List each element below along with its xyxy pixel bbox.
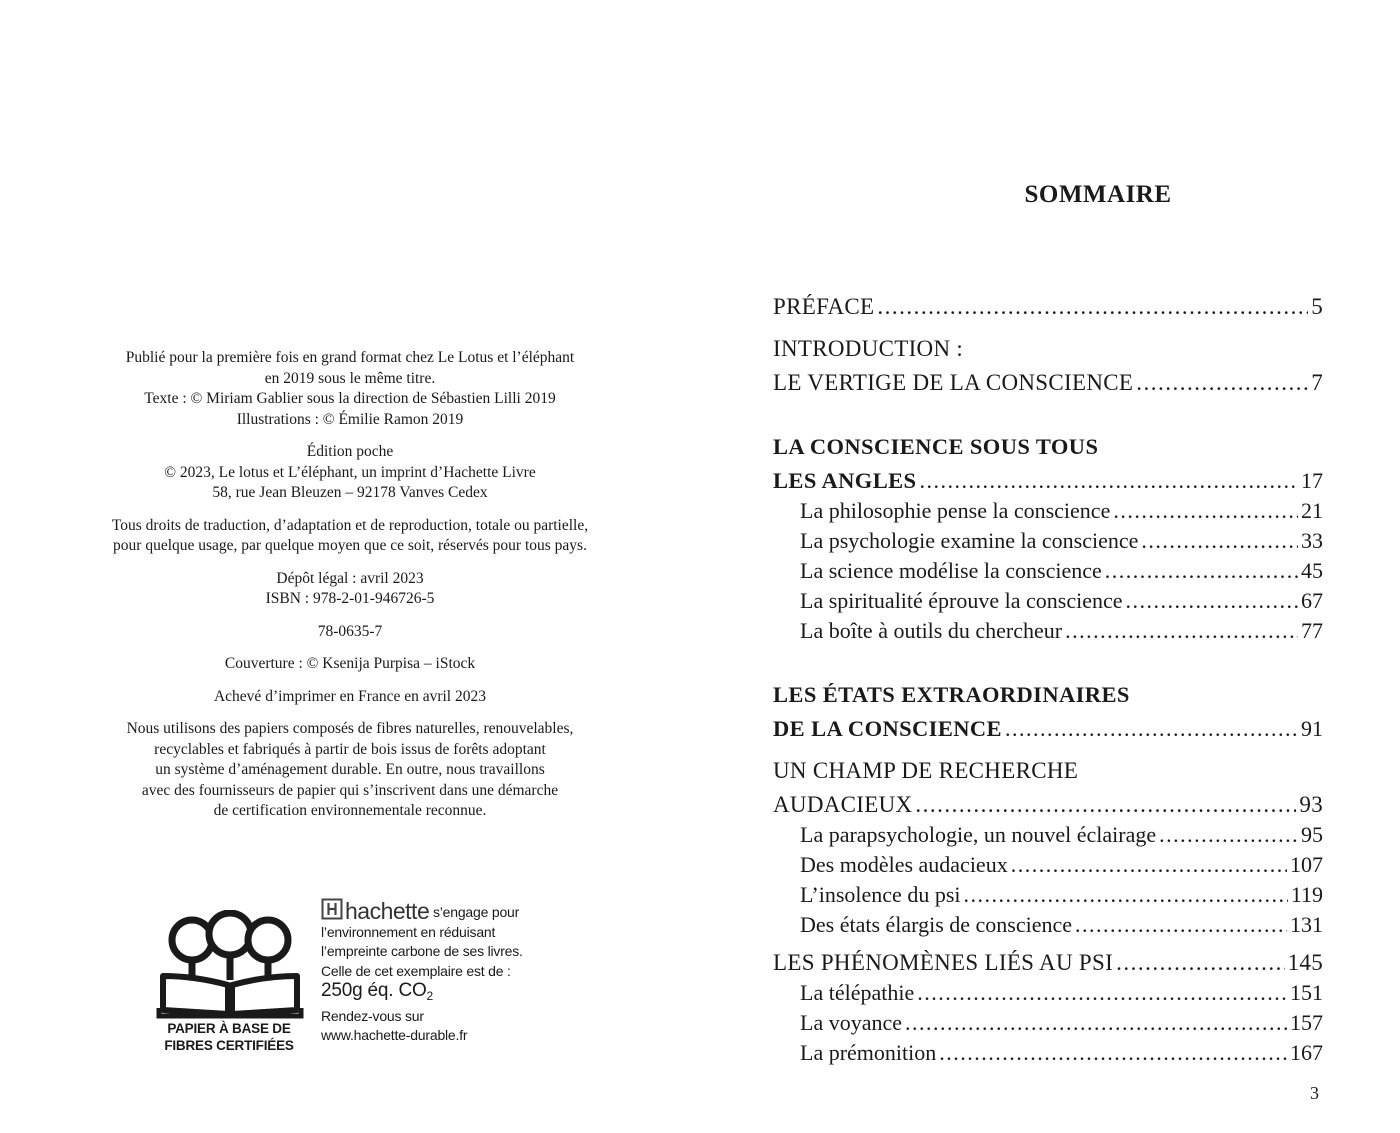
dot-leader <box>939 1038 1287 1068</box>
toc-entry-label: PRÉFACE <box>773 294 875 319</box>
toc-subentry <box>773 1008 1323 1038</box>
colophon-line: avec des fournisseurs de papier qui s’inscrivent dans une démarche <box>141 781 559 799</box>
dot-leader <box>1065 616 1298 646</box>
toc-entry-page: 145 <box>1287 950 1323 975</box>
toc-entry-page: 93 <box>1299 792 1323 817</box>
toc-entry <box>773 466 1323 496</box>
toc-entry-page: 91 <box>1301 716 1323 741</box>
eco-text-fragment: s’engage pour <box>432 904 520 920</box>
colophon-line: Texte : © Miriam Gablier sous la direction de Sébastien Lilli 2019 <box>144 390 556 407</box>
toc-heading-line: INTRODUCTION : <box>773 336 964 361</box>
toc-subentry <box>773 910 1323 940</box>
colophon-line: 78-0635-7 <box>317 622 383 640</box>
colophon-line: Nous utilisons des papiers composés de fibres naturelles, renouvelables, <box>126 720 574 737</box>
hachette-logo-icon <box>321 898 343 920</box>
toc-entry-page: 33 <box>1301 528 1323 553</box>
colophon-line: un système d’aménagement durable. En outre, nous travaillons <box>155 761 545 778</box>
eco-line: Celle de cet exemplaire est de : <box>321 962 511 979</box>
toc-entry-label: LES ANGLES <box>773 468 917 493</box>
colophon <box>60 348 640 834</box>
colophon-line: pour quelque usage, par quelque moyen que ce soit, réservés pour tous pays. <box>113 537 587 554</box>
toc-subentry <box>773 820 1323 850</box>
toc-entry-page: 67 <box>1301 588 1323 613</box>
colophon-line: recyclables et fabriqués à partir de bois issus de forêts adoptant <box>154 740 546 758</box>
toc-entry-label: L’insolence du psi <box>800 882 961 907</box>
toc-entry-page: 131 <box>1290 912 1323 937</box>
dot-leader <box>915 790 1296 820</box>
toc-entry-page: 167 <box>1290 1040 1323 1065</box>
toc-entry-label: La télépathie <box>800 980 915 1005</box>
toc-entry-label: AUDACIEUX <box>773 792 913 817</box>
toc-entry-page: 17 <box>1301 468 1323 493</box>
paper-statement-block <box>60 719 640 822</box>
toc-entry <box>773 714 1323 744</box>
toc-entry-label: DE LA CONSCIENCE <box>773 716 1002 741</box>
dot-leader <box>1136 368 1308 398</box>
dot-leader <box>917 978 1287 1008</box>
toc-entry-page: 119 <box>1290 882 1323 907</box>
page-number: 3 <box>1310 1083 1319 1103</box>
colophon-line: Dépôt légal : avril 2023 <box>276 569 424 587</box>
toc-entry-label: LES PHÉNOMÈNES LIÉS AU PSI <box>773 950 1114 975</box>
toc-entry <box>773 948 1323 978</box>
toc-entry <box>773 368 1323 398</box>
toc-entry-page: 7 <box>1311 370 1323 395</box>
certified-paper-caption <box>151 1020 307 1054</box>
dot-leader <box>905 1008 1287 1038</box>
toc-entry-label: La boîte à outils du chercheur <box>800 618 1063 643</box>
toc-subentry <box>773 850 1323 880</box>
toc-subentry <box>773 1038 1323 1068</box>
toc-entry-page: 5 <box>1311 294 1323 319</box>
toc-entry <box>773 790 1323 820</box>
toc-entry-label: La science modélise la conscience <box>800 558 1102 583</box>
right-page <box>700 0 1400 1133</box>
toc-entry-page: 45 <box>1301 558 1323 583</box>
carbon-amount-value: 250g éq. CO <box>321 980 427 1001</box>
eco-statement <box>321 898 591 1046</box>
toc-entry-label: Des modèles audacieux <box>800 852 1008 877</box>
colophon-line: Achevé d’imprimer en France en avril 2023 <box>213 687 486 705</box>
eco-line: l’empreinte carbone de ses livres. <box>321 943 523 959</box>
caption-line: PAPIER À BASE DE <box>167 1021 291 1036</box>
cover-credit-block <box>60 654 640 675</box>
toc-heading-line: UN CHAMP DE RECHERCHE <box>773 758 1079 783</box>
toc-entry-page: 107 <box>1290 852 1323 877</box>
table-of-contents <box>773 292 1323 1068</box>
dot-leader <box>1105 556 1298 586</box>
colophon-line: Illustrations : © Émilie Ramon 2019 <box>236 410 464 428</box>
dot-leader <box>1141 526 1298 556</box>
dot-leader <box>1075 910 1287 940</box>
toc-entry-page: 21 <box>1301 498 1323 523</box>
toc-entry-label: La psychologie examine la conscience <box>800 528 1139 553</box>
toc-entry-label: Des états élargis de conscience <box>800 912 1073 937</box>
carbon-subscript: 2 <box>426 989 434 1003</box>
toc-entry-page: 95 <box>1301 822 1323 847</box>
dot-leader <box>919 466 1298 496</box>
toc-subentry <box>773 880 1323 910</box>
edition-block <box>60 442 640 504</box>
dot-leader <box>1113 496 1298 526</box>
legal-deposit-block <box>60 569 640 610</box>
eco-label <box>155 898 585 1063</box>
toc-entry-label: LE VERTIGE DE LA CONSCIENCE <box>773 370 1134 395</box>
eco-line: Rendez-vous sur <box>321 1007 424 1024</box>
dot-leader <box>1116 948 1285 978</box>
colophon-line: Publié pour la première fois en grand format chez Le Lotus et l’éléphant <box>125 349 575 366</box>
toc-entry-page: 77 <box>1301 618 1323 643</box>
toc-subentry <box>773 616 1323 646</box>
colophon-line: Tous droits de traduction, d’adaptation et de reproduction, totale ou partielle, <box>111 516 589 534</box>
toc-entry <box>773 292 1323 322</box>
eco-line: l’environnement en réduisant <box>321 923 496 940</box>
toc-heading-line: LA CONSCIENCE SOUS TOUS <box>773 434 1099 459</box>
colophon-line: Édition poche <box>306 443 394 460</box>
toc-entry-page: 151 <box>1290 980 1323 1005</box>
toc-entry-label: La philosophie pense la conscience <box>800 498 1111 523</box>
dot-leader <box>964 880 1288 910</box>
toc-heading-line: LES ÉTATS EXTRAORDINAIRES <box>773 682 1130 707</box>
dot-leader <box>1011 850 1287 880</box>
carbon-amount <box>321 981 591 1007</box>
toc-entry-label: La voyance <box>800 1010 902 1035</box>
colophon-line: en 2019 sous le même titre. <box>264 369 436 387</box>
hachette-brand: hachette <box>345 898 430 924</box>
toc-subentry <box>773 526 1323 556</box>
caption-line: FIBRES CERTIFIÉES <box>164 1038 294 1053</box>
book-trees-icon <box>155 910 305 1020</box>
colophon-line: de certification environnementale reconnue. <box>213 802 487 819</box>
colophon-line: 58, rue Jean Bleuzen – 92178 Vanves Cedex <box>212 484 488 501</box>
printing-block <box>60 687 640 708</box>
toc-subentry <box>773 556 1323 586</box>
colophon-line: © 2023, Le lotus et L’éléphant, un imprint d’Hachette Livre <box>164 463 536 481</box>
dot-leader <box>877 292 1308 322</box>
dot-leader <box>1159 820 1298 850</box>
eco-url: www.hachette-durable.fr <box>321 1027 468 1043</box>
eco-line <box>321 898 591 923</box>
page-title: SOMMAIRE <box>1024 181 1172 208</box>
toc-entry-page: 157 <box>1290 1010 1323 1035</box>
toc-entry-label: La spiritualité éprouve la conscience <box>800 588 1123 613</box>
toc-subentry <box>773 496 1323 526</box>
publication-block <box>60 348 640 430</box>
dot-leader <box>1005 714 1298 744</box>
colophon-line: Couverture : © Ksenija Purpisa – iStock <box>224 655 476 672</box>
colophon-line: ISBN : 978-2-01-946726-5 <box>265 590 435 607</box>
toc-entry-label: La prémonition <box>800 1040 937 1065</box>
toc-subentry <box>773 978 1323 1008</box>
rights-block <box>60 516 640 557</box>
toc-subentry <box>773 586 1323 616</box>
dot-leader <box>1126 586 1298 616</box>
reference-block <box>60 622 640 643</box>
toc-entry-label: La parapsychologie, un nouvel éclairage <box>800 822 1157 847</box>
